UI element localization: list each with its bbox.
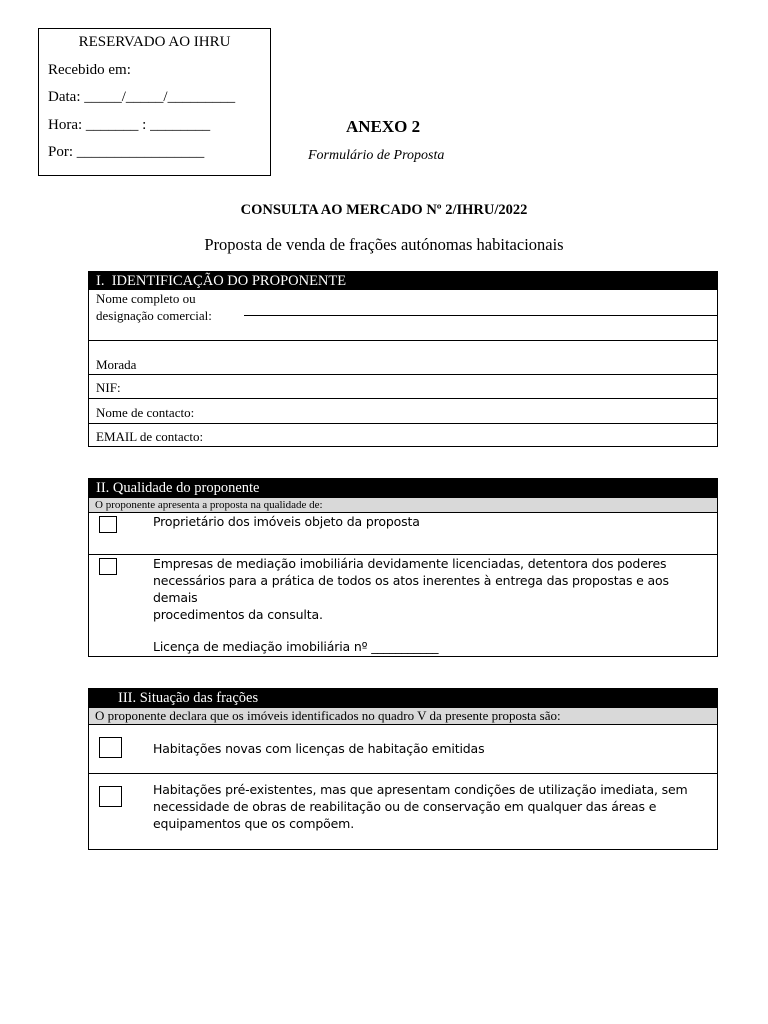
- reserved-box: [38, 28, 271, 176]
- name-row[interactable]: [89, 290, 717, 340]
- option-text: Habitações novas com licenças de habitação emitidas: [153, 741, 485, 756]
- section-intro: O proponente declara que os imóveis identificados no quadro V da presente proposta são:: [89, 707, 717, 724]
- existing-housing-checkbox[interactable]: [99, 786, 122, 807]
- by-field[interactable]: Por: _________________: [48, 144, 205, 160]
- contact-email-row[interactable]: [89, 423, 717, 446]
- option-text: Empresas de mediação imobiliária devidamente licenciadas, detentora dos poderes necessários para a prática de todos os atos inerentes à entrega das propostas e aos demais procedimentos da consulta. Licença de mediação imobiliária nº ___________: [153, 555, 713, 655]
- section-header: I. IDENTIFICAÇÃO DO PROPONENTE: [89, 272, 717, 290]
- owner-checkbox[interactable]: [99, 516, 117, 533]
- section-quality: [88, 478, 718, 657]
- name-underline: [244, 315, 717, 316]
- section-header: III. Situação das frações: [89, 689, 717, 707]
- option-text: Proprietário dos imóveis objeto da proposta: [153, 514, 420, 529]
- contact-email-label: EMAIL de contacto:: [96, 429, 204, 444]
- annex-subtitle: Formulário de Proposta: [308, 148, 445, 163]
- section-header: II. Qualidade do proponente: [89, 479, 717, 497]
- date-field[interactable]: Data: _____/_____/_________: [48, 89, 236, 105]
- contact-name-label: Nome de contacto:: [96, 405, 195, 420]
- annex-title: ANEXO 2: [346, 117, 421, 136]
- received-label: Recebido em:: [48, 62, 131, 78]
- section-situation: [88, 688, 718, 850]
- option-owner[interactable]: [89, 512, 717, 554]
- section-intro: O proponente apresenta a proposta na qualidade de:: [89, 497, 717, 512]
- new-housing-checkbox[interactable]: [99, 737, 122, 758]
- license-field[interactable]: Licença de mediação imobiliária nº ___________: [153, 639, 439, 654]
- option-text: Habitações pré-existentes, mas que apresentam condições de utilização imediata, sem necessidade de obras de reabilitação ou de conservação em qualquer das áreas e equipamentos que os compõem.: [153, 782, 688, 831]
- mediation-checkbox[interactable]: [99, 558, 117, 575]
- option-mediation[interactable]: [89, 554, 717, 656]
- reserved-title: RESERVADO AO IHRU: [78, 34, 231, 50]
- section-identification: [88, 271, 718, 447]
- name-label-line2: designação comercial:: [96, 308, 212, 323]
- proposta-title: Proposta de venda de frações autónomas habitacionais: [204, 235, 564, 254]
- consulta-title: CONSULTA AO MERCADO Nº 2/IHRU/2022: [240, 202, 528, 218]
- nif-label: NIF:: [96, 380, 121, 395]
- contact-name-row[interactable]: [89, 398, 717, 423]
- address-row[interactable]: [89, 340, 717, 374]
- option-existing-housing[interactable]: [89, 773, 717, 849]
- nif-row[interactable]: [89, 374, 717, 398]
- name-label-line1: Nome completo ou: [96, 291, 196, 306]
- time-field[interactable]: Hora: _______ : ________: [48, 117, 211, 133]
- address-label: Morada: [96, 357, 137, 372]
- option-new-housing[interactable]: [89, 724, 717, 773]
